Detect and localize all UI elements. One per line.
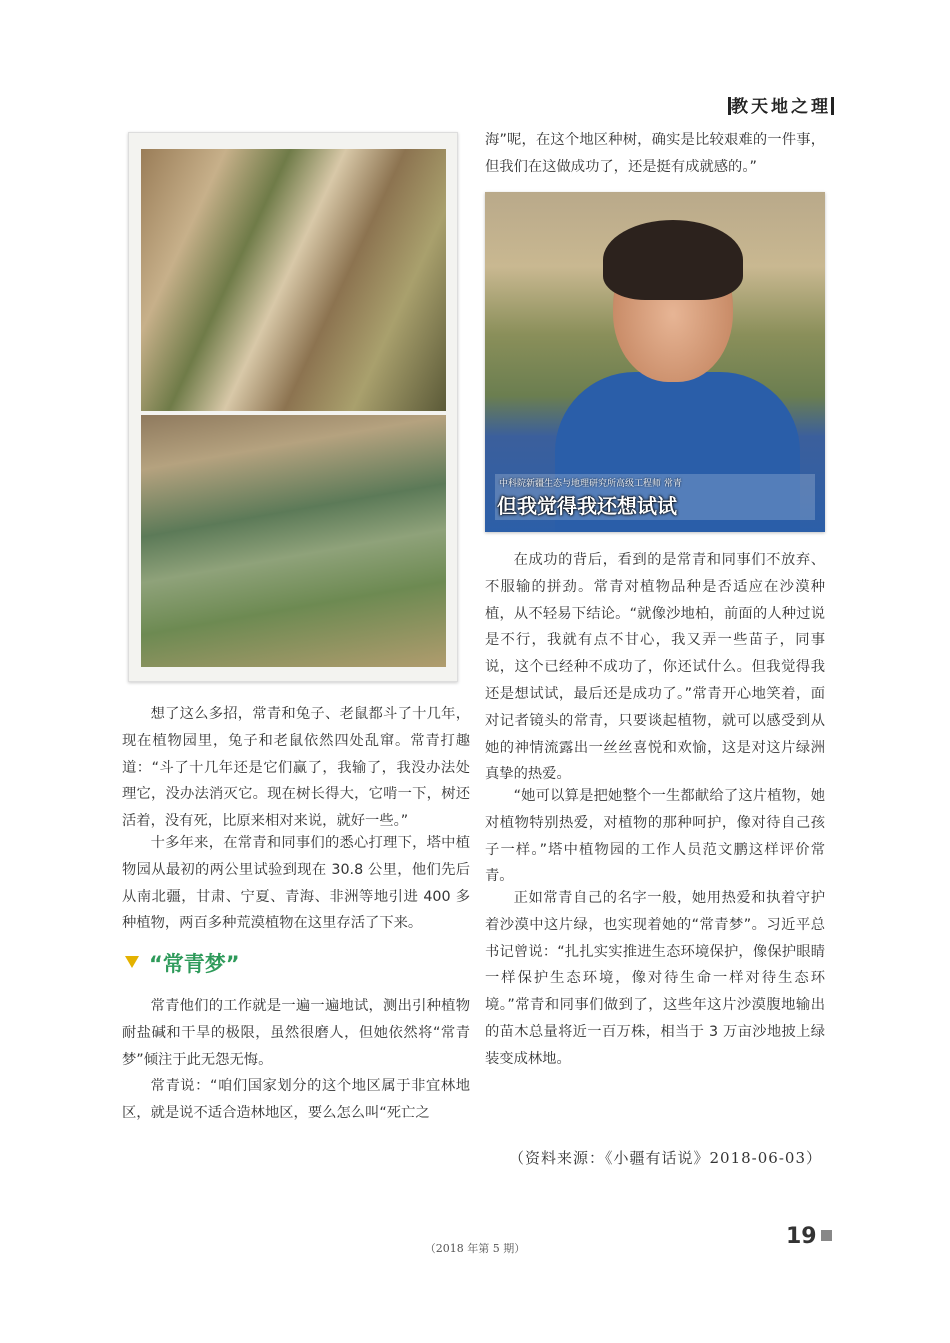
paragraph-left-3: 常青他们的工作就是一遍一遍地试，测出引种植物耐盐碱和干旱的极限，虽然很磨人，但她依然将“常青梦”倾注于此无怨无悔。 bbox=[122, 998, 470, 1068]
paragraph-right-3: 正如常青自己的名字一般，她用热爱和执着守护着沙漠中这片绿，也实现着她的“常青梦”。习近平总书记曾说：“扎扎实实推进生态环境保护，像保护眼睛一样保护生态环境，像对待生命一样对待生态环境。”常青和同事们做到了，这些年这片沙漠腹地输出的苗木总量将近一百万株，相当于 3 万亩沙地披上绿装变成林地。 bbox=[485, 890, 825, 1067]
interview-photo bbox=[485, 192, 825, 532]
page-square-icon bbox=[821, 1230, 832, 1241]
section-title: 教天地之理 bbox=[731, 97, 831, 117]
source-citation: （资料来源：《小疆有话说》2018-06-03） bbox=[509, 1149, 822, 1167]
triangle-bullet-icon bbox=[125, 956, 139, 968]
tree-trunk-photo-top bbox=[141, 149, 446, 411]
paragraph-right-1: 在成功的背后，看到的是常青和同事们不放弃、不服输的拼劲。常青对植物品种是否适应在沙漠种植，从不轻易下结论。“就像沙地柏，前面的人种过说是不行，我就有点不甘心，我又弄一些苗子，同事说，这个已经种不成功了，你还试什么。但我觉得我还是想试试，最后还是成功了。”常青开心地笑着，面对记者镜头的常青，只要谈起植物，就可以感受到从她的神情流露出一丝丝喜悦和欢愉，这是对这片绿洲真挚的热爱。 bbox=[485, 552, 825, 783]
photo-caption-big: 但我觉得我还想试试 bbox=[497, 494, 677, 518]
paragraph-right-2: “她可以算是把她整个一生都献给了这片植物，她对植物特别热爱，对植物的那种呵护，像对待自己孩子一样。”塔中植物园的工作人员范文鹏这样评价常青。 bbox=[485, 788, 825, 885]
paragraph-left-1: 想了这么多招，常青和兔子、老鼠都斗了十几年，现在植物园里，兔子和老鼠依然四处乱窜。常青打趣道：“斗了十几年还是它们赢了，我输了，我没办法处理它，没办法消灭它。现在树长得大，它啃一下，树还活着，没有死，比原来相对来说，就好一些。” bbox=[122, 706, 470, 830]
paragraph-right-0: 海”呢，在这个地区种树，确实是比较艰难的一件事，但我们在这做成功了，还是挺有成就感的。” bbox=[485, 132, 825, 175]
page-number-text: 19 bbox=[786, 1224, 817, 1249]
section-badge bbox=[728, 92, 834, 117]
paragraph-left-4: 常青说：“咱们国家划分的这个地区属于非宜林地区，就是说不适合造林地区，要么怎么叫“死亡之 bbox=[122, 1078, 470, 1121]
page-number bbox=[786, 1224, 832, 1249]
paragraph-left-2: 十多年来，在常青和同事们的悉心打理下，塔中植物园从最初的两公里试验到现在 30.8 公里，他们先后从南北疆，甘肃、宁夏、青海、非洲等地引进 400 多种植物，两百多种荒漠植物在这里存活了下来。 bbox=[122, 835, 470, 932]
photo-caption-small: 中科院新疆生态与地理研究所高级工程师 常青 bbox=[499, 479, 682, 489]
section-heading bbox=[125, 948, 240, 978]
person-hair bbox=[603, 220, 743, 300]
badge-bar bbox=[831, 97, 834, 115]
photo-frame-left bbox=[128, 132, 458, 682]
section-heading-text: “常青梦” bbox=[149, 952, 240, 976]
issue-label: （2018 年第 5 期） bbox=[424, 1242, 526, 1255]
tree-trunk-photo-bottom bbox=[141, 415, 446, 667]
